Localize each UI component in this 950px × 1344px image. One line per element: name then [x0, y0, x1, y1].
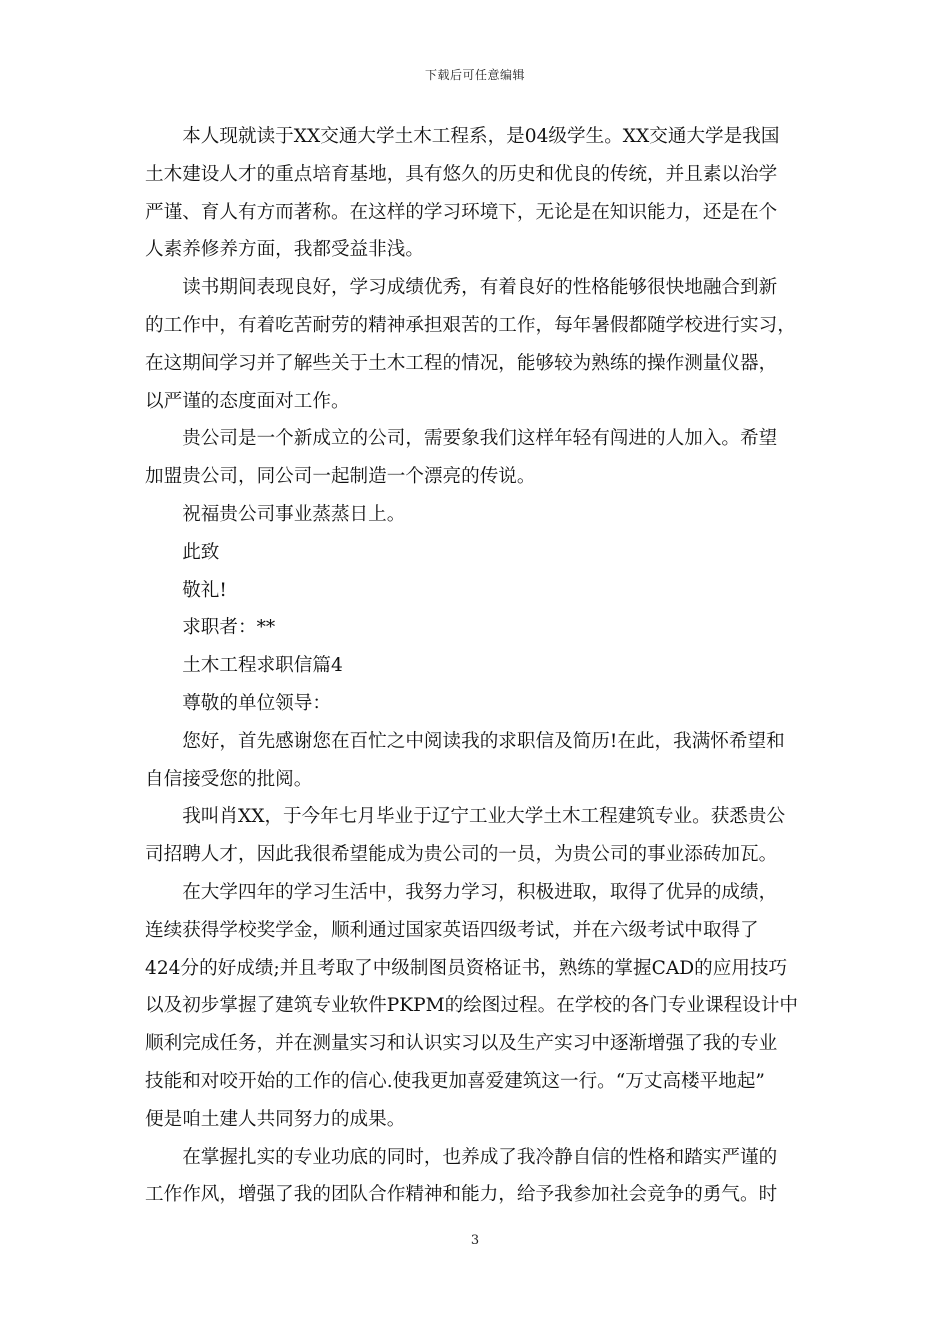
paragraph	[145, 647, 809, 685]
text-line: 连续获得学校奖学金，顺利通过国家英语四级考试，并在六级考试中取得了	[145, 919, 759, 941]
text-line: 司招聘人才，因此我很希望能成为贵公司的一员，为贵公司的事业添砖加瓦。	[145, 844, 778, 866]
paragraph	[145, 685, 809, 723]
text-line: 加盟贵公司，同公司一起制造一个漂亮的传说。	[145, 466, 536, 488]
text-line: 在掌握扎实的专业功底的同时，也养成了我冷静自信的性格和踏实严谨的	[182, 1146, 778, 1168]
text-line: 求职者：**	[182, 617, 276, 639]
paragraph	[145, 534, 809, 572]
paragraph	[145, 609, 809, 647]
text-line: 以及初步掌握了建筑专业软件PKPM的绘图过程。在学校的各门专业课程设计中	[145, 995, 798, 1017]
text-line: 便是咱土建人共同努力的成果。	[145, 1108, 406, 1130]
text-line: 自信接受您的批阅。	[145, 768, 313, 790]
text-line: 严谨、育人有方而著称。在这样的学习环境下，无论是在知识能力，还是在个	[145, 201, 778, 223]
paragraph	[145, 798, 809, 874]
paragraph	[145, 269, 809, 420]
paragraph	[145, 420, 809, 496]
text-line: 您好，首先感谢您在百忙之中阅读我的求职信及简历!在此，我满怀希望和	[182, 730, 785, 752]
text-line: 敬礼!	[182, 579, 227, 601]
paragraph	[145, 572, 809, 610]
paragraph	[145, 118, 809, 269]
paragraph	[145, 874, 809, 1139]
text-line: 本人现就读于XX交通大学土木工程系，是04级学生。XX交通大学是我国	[182, 126, 780, 147]
text-line: 此致	[182, 541, 220, 563]
paragraph	[145, 723, 809, 799]
text-line: 在这期间学习并了解些关于土木工程的情况，能够较为熟练的操作测量仪器，	[145, 352, 778, 374]
text-line: 土木工程求职信篇4	[182, 655, 343, 677]
text-line: 土木建设人才的重点培育基地，具有悠久的历史和优良的传统，并且素以治学	[145, 163, 778, 185]
text-line: 读书期间表现良好，学习成绩优秀，有着良好的性格能够很快地融合到新	[182, 277, 778, 299]
page-number: 3	[470, 1233, 480, 1248]
text-line: 贵公司是一个新成立的公司，需要象我们这样年轻有闯进的人加入。希望	[182, 428, 778, 450]
text-line: 技能和对咬开始的工作的信心.使我更加喜爱建筑这一行。“万丈高楼平地起”	[145, 1070, 765, 1092]
text-line: 顺利完成任务，并在测量实习和认识实习以及生产实习中逐渐增强了我的专业	[145, 1033, 778, 1055]
text-line: 在大学四年的学习生活中，我努力学习，积极进取，取得了优异的成绩，	[182, 881, 778, 903]
text-line: 祝福贵公司事业蒸蒸日上。	[182, 503, 406, 525]
text-line: 以严谨的态度面对工作。	[145, 390, 350, 412]
text-line: 的工作中，有着吃苦耐劳的精神承担艰苦的工作，每年暑假都随学校进行实习，	[145, 314, 796, 336]
page-header: 下载后可任意编辑	[424, 68, 525, 82]
text-line: 尊敬的单位领导：	[182, 692, 331, 714]
text-line: 工作作风，增强了我的团队合作精神和能力，给予我参加社会竞争的勇气。时	[145, 1184, 778, 1206]
document-body	[145, 118, 809, 1214]
text-line: 人素养修养方面，我都受益非浅。	[145, 239, 424, 261]
paragraph	[145, 496, 809, 534]
text-line: 我叫肖XX，于今年七月毕业于辽宁工业大学土木工程建筑专业。获悉贵公	[182, 806, 786, 828]
text-line: 424分的好成绩;并且考取了中级制图员资格证书，熟练的掌握CAD的应用技巧	[145, 957, 788, 979]
paragraph	[145, 1139, 809, 1215]
